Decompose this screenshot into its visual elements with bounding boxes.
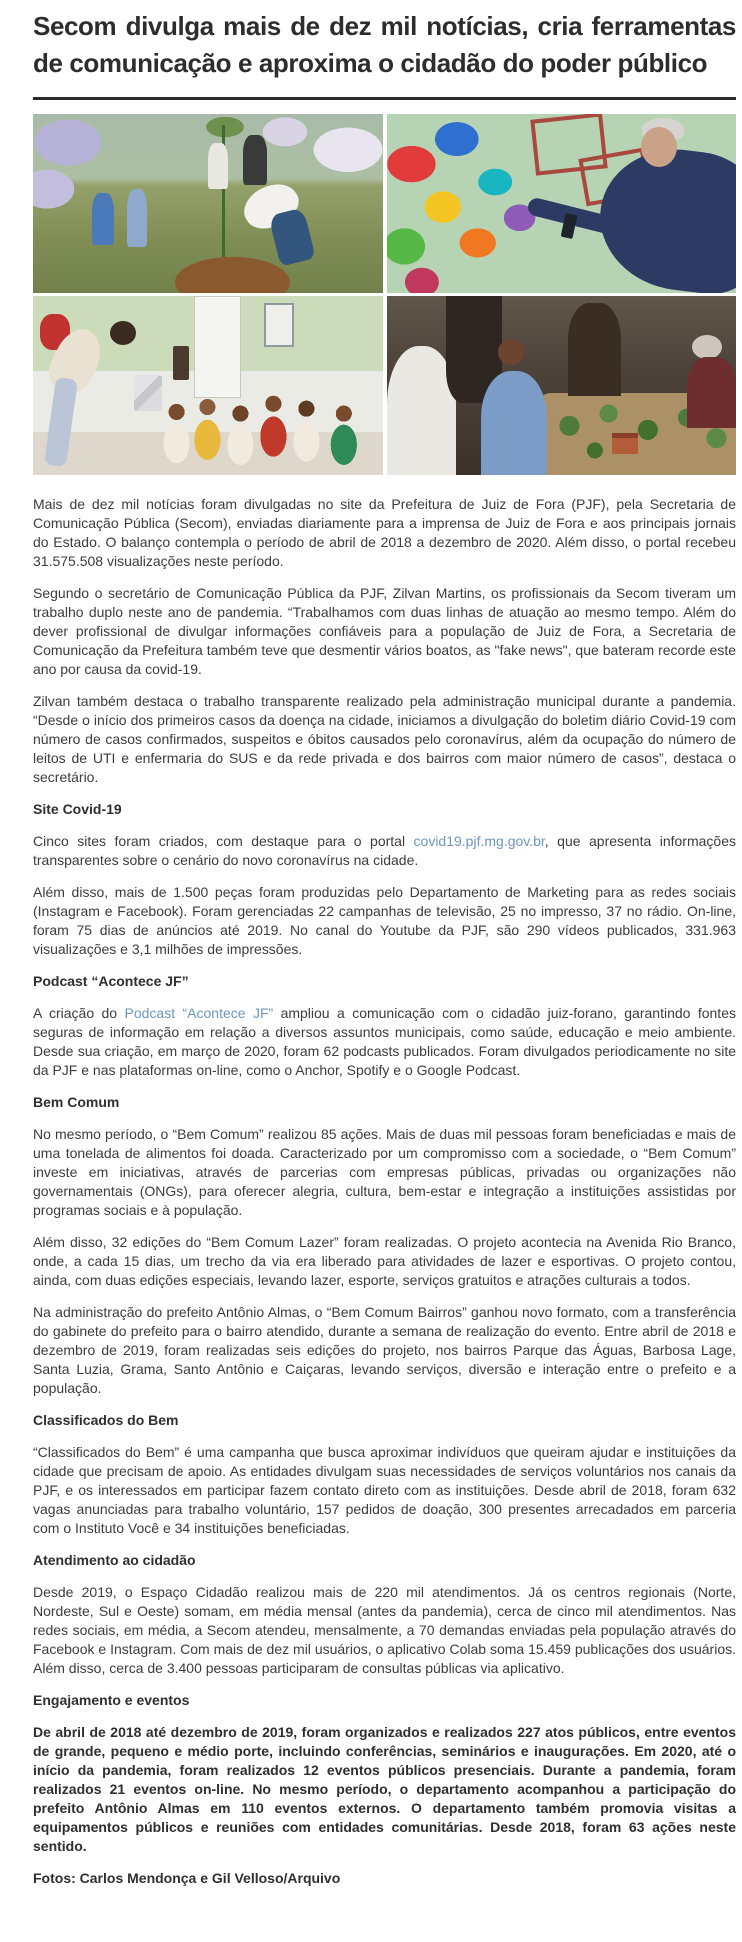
article-paragraph — [33, 1303, 736, 1398]
inline-link[interactable]: covid19.pjf.mg.gov.br — [413, 833, 545, 849]
section-heading — [33, 1093, 736, 1112]
photo-children-event — [33, 296, 383, 475]
section-heading — [33, 1551, 736, 1570]
text-run: De abril de 2018 até dezembro de 2019, foram organizados e realizados 227 atos públicos, entre eventos de grande, pequeno e médio porte, incluindo conferências, seminários e inaugurações. Em 2020, até o início da pandemia, foram realizados 12 eventos públicos presenciais. Durante a pandemia, foram realizados 21 eventos on-line. No mesmo período, o departamento acompanhou a participação do prefeito Antônio Almas em 110 eventos externos. O departamento também promovia visitas a equipamentos públicos e reuniões com entidades comunitárias. Desde 2018, foram 63 ações neste sentido. — [33, 1724, 736, 1854]
door-shape — [194, 296, 241, 398]
article-body — [33, 495, 736, 1888]
article-paragraph — [33, 832, 736, 870]
person-figure — [481, 371, 547, 475]
inline-link[interactable]: Podcast “Acontece JF” — [124, 1005, 274, 1021]
article-paragraph — [33, 584, 736, 679]
text-run: “Classificados do Bem” é uma campanha que busca aproximar indivíduos que queiram ajudar e instituições da cidade que precisam de apoio. As entidades divulgam suas necessidades de serviços voluntários nos canais da PJF, e os interessados em participar fazem contato direto com as instituições. Desde abril de 2018, foram 632 vagas anunciadas para trabalho voluntário, 157 pedidos de doação, 300 presentes arrecadados em parceria com o Instituto Você e 34 instituições beneficiadas. — [33, 1444, 736, 1536]
children-row — [159, 389, 379, 471]
photo-grid — [33, 114, 736, 475]
text-run: Fotos: Carlos Mendonça e Gil Velloso/Arquivo — [33, 1870, 341, 1886]
article-paragraph — [33, 1443, 736, 1538]
text-run: Zilvan também destaca o trabalho transparente realizado pela administração municipal durante a pandemia. “Desde o início dos primeiros casos da doença na cidade, iniciamos a divulgação do boletim diário Covid-19 com número de casos confirmados, suspeitos e óbitos causados pelo coronavírus, além da ocupação do número de leitos de UTI e enfermaria do SUS e da rede privada e dos bairros com maior número de casos”, destaca o secretário. — [33, 693, 736, 785]
chair-shape — [173, 346, 189, 380]
text-run: Além disso, mais de 1.500 peças foram produzidas pelo Departamento de Marketing para as redes sociais (Instagram e Facebook). Foram gerenciadas 22 campanhas de televisão, 25 no impresso, 37 no rádio. On-line, foram 75 dias de anúncios até 2019. No canal do Youtube da PJF, são 290 vídeos publicados, 331.963 visualizações e 3,1 milhões de impressões. — [33, 884, 736, 957]
child-figure — [208, 143, 228, 189]
wall-panel-shape — [264, 303, 294, 347]
text-run: Site Covid-19 — [33, 801, 122, 817]
photo-mural-painting — [387, 114, 737, 293]
article-paragraph — [33, 495, 736, 571]
text-run: Segundo o secretário de Comunicação Pública da PJF, Zilvan Martins, os profissionais da Secom tiveram um trabalho duplo neste ano de pandemia. “Trabalhamos com duas linhas de atuação ao mesmo tempo. Além do dever profissional de divulgar informações confiáveis para a população de Juiz de Fora, a Secretaria de Comunicação da Prefeitura também teve que desmentir vários boatos, as "fake news", que bateram recorde este ano por causa da covid-19. — [33, 585, 736, 677]
article-paragraph — [33, 1583, 736, 1678]
maquette-house-shape — [612, 433, 638, 454]
text-run: Cinco sites foram criados, com destaque para o portal — [33, 833, 414, 849]
text-run: Classificados do Bem — [33, 1412, 179, 1428]
person-head-shape — [498, 339, 524, 365]
text-run: A criação do — [33, 1005, 125, 1021]
woman-legs-shape — [44, 377, 78, 467]
section-heading — [33, 1411, 736, 1430]
child-figure — [243, 135, 267, 185]
man-figure-legs — [268, 207, 316, 266]
article-paragraph — [33, 1233, 736, 1290]
article-paragraph — [33, 1869, 736, 1888]
text-run: Podcast “Acontece JF” — [33, 973, 189, 989]
child-figure — [127, 189, 147, 247]
article-paragraph — [33, 1723, 736, 1856]
section-heading — [33, 1691, 736, 1710]
text-run: , que apresenta informações transparentes sobre o cenário do novo coronavírus na cidade. — [33, 833, 736, 868]
photo-tree-planting — [33, 114, 383, 293]
text-run: Desde 2019, o Espaço Cidadão realizou mais de 220 mil atendimentos. Já os centros regionais (Norte, Nordeste, Sul e Oeste) somam, em média mensal (antes da pandemia), cerca de cinco mil atendimentos. Nas redes sociais, em média, a Secom atendeu, mensalmente, a 70 demandas enviadas pela população através do Facebook e Instagram. Com mais de dez mil usuários, o aplicativo Colab soma 15.459 publicações dos usuários. Além disso, cerca de 3.400 pessoas participaram de consultas públicas via aplicativo. — [33, 1584, 736, 1676]
person-figure — [568, 303, 620, 396]
text-run: Mais de dez mil notícias foram divulgadas no site da Prefeitura de Juiz de Fora (PJF), pela Secretaria de Comunicação Pública (Secom), enviadas diariamente para a imprensa de Juiz de Fora e aos principais jornais do Estado. O balanço contempla o período de abril de 2018 a dezembro de 2020. Além disso, o portal recebeu 31.575.508 visualizações neste período. — [33, 496, 736, 569]
child-figure — [92, 193, 114, 245]
page-title: Secom divulga mais de dez mil notícias, cria ferramentas de comunicação e aproxima o cidadão do poder público — [33, 11, 736, 78]
photo-maquette-visit — [387, 296, 737, 475]
article-paragraph — [33, 1125, 736, 1220]
woman-hair-shape — [110, 321, 136, 345]
text-run: Além disso, 32 edições do “Bem Comum Lazer” foram realizadas. O projeto acontecia na Avenida Rio Branco, onde, a cada 15 dias, um trecho da via era liberado para atividades de lazer e esportivas. O projeto contou, ainda, com duas edições especiais, levando lazer, esporte, serviços gratuitos e atrações culturais a todos. — [33, 1234, 736, 1288]
elder-hair-shape — [692, 335, 722, 359]
section-heading — [33, 800, 736, 819]
text-run: ampliou a comunicação com o cidadão juiz-forano, garantindo fontes seguras de informação em relação a diversos assuntos municipais, como saúde, educação e meio ambiente. Desde sua criação, em março de 2020, foram 62 podcasts publicados. Foram divulgados periodicamente no site da PJF e nas plataformas on-line, como o Anchor, Spotify e o Google Podcast. — [33, 1005, 736, 1078]
title-divider — [33, 97, 736, 100]
text-run: Bem Comum — [33, 1094, 120, 1110]
article-paragraph — [33, 1004, 736, 1080]
painter-head-shape — [641, 127, 677, 167]
text-run: Engajamento e eventos — [33, 1692, 190, 1708]
text-run: Atendimento ao cidadão — [33, 1552, 196, 1568]
text-run: No mesmo período, o “Bem Comum” realizou 85 ações. Mais de duas mil pessoas foram beneficiadas e mais de uma tonelada de alimentos foi doada. Caracterizado por um compromisso com a sociedade, o “Bem Comum” investe em iniciativas, através de parcerias com empresas públicas, privadas ou organizações não governamentais (ONGs), para oferecer alegria, cultura, bem-estar e integração a instituições assistidas por programas sociais e à população. — [33, 1126, 736, 1218]
article-paragraph — [33, 883, 736, 959]
text-run: Na administração do prefeito Antônio Almas, o “Bem Comum Bairros” ganhou novo formato, com a transferência do gabinete do prefeito para o bairro atendido, durante a semana de realização do evento. Entre abril de 2018 e dezembro de 2019, foram realizadas seis edições do projeto, nos bairros Parque das Águas, Barbosa Lage, Santa Luzia, Grama, Santo Antônio e Caiçaras, levando serviços, diversão e interação entre o prefeito e a população. — [33, 1304, 736, 1396]
elder-figure — [687, 357, 736, 429]
article-paragraph — [33, 692, 736, 787]
tree-canopy-shape — [201, 114, 249, 140]
section-heading — [33, 972, 736, 991]
